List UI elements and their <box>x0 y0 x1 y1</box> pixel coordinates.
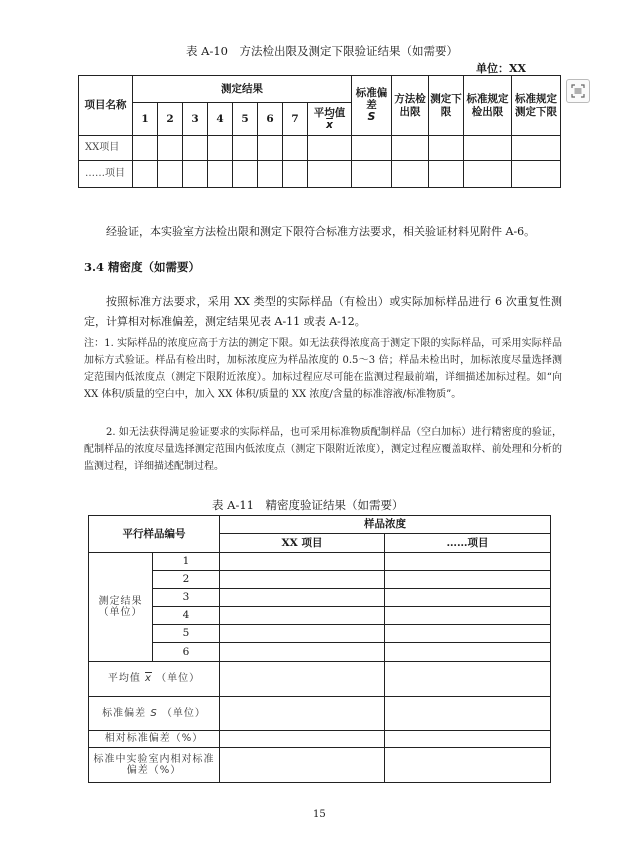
table-cell <box>392 161 429 188</box>
col-header-1: 1 <box>133 103 158 136</box>
sample-number: 1 <box>153 553 220 571</box>
table-cell <box>308 161 352 188</box>
table-cell <box>233 136 258 161</box>
page-number: 15 <box>313 809 326 820</box>
table-cell <box>283 161 308 188</box>
mean-symbol: $\overline{x}$ <box>326 119 333 131</box>
table-cell <box>385 697 551 731</box>
col-header-sample-no: 平行样品编号 <box>89 516 220 553</box>
table-a11 <box>88 515 551 783</box>
col-header-std-lq: 标准规定测定下限 <box>512 76 561 136</box>
sample-number: 5 <box>153 625 220 643</box>
table-cell <box>464 161 512 188</box>
table-cell <box>429 161 464 188</box>
table-cell <box>220 571 385 589</box>
col-header-lq: 测定下限 <box>429 76 464 136</box>
col-header-xx-item: XX 项目 <box>220 534 385 553</box>
table-cell <box>385 553 551 571</box>
table-cell <box>512 161 561 188</box>
table-cell <box>220 553 385 571</box>
table-cell <box>385 625 551 643</box>
table-cell <box>183 136 208 161</box>
note-1: 注：1. 实际样品的浓度应高于方法的测定下限。如无法获得浓度高于测定下限的实际样品，可采用实际样品加标方式验证。样品有检出时，加标浓度应为样品浓度的 0.5～3 倍；样品未检出时，加标浓度尽量选择测定范围内低浓度点（测定下限附近浓度）。加标过程应尽可能在监测过程最前端，详细描述加标过程。如“向 XX 体积/质量的空白中，加入 XX 体积/质量的 XX 浓度/含量的标准溶液/标准物质”。 <box>84 338 562 400</box>
col-header-concentration: 样品浓度 <box>220 516 551 534</box>
table-cell <box>385 748 551 783</box>
table-a10-unit: 单位：XX <box>476 62 527 75</box>
scan-icon[interactable] <box>566 79 590 103</box>
col-header-2: 2 <box>158 103 183 136</box>
table-cell <box>220 607 385 625</box>
std-symbol: S <box>367 110 376 124</box>
col-header-std <box>352 76 392 136</box>
col-header-other-item: ……项目 <box>385 534 551 553</box>
sample-number: 2 <box>153 571 220 589</box>
table-cell <box>208 136 233 161</box>
table-cell <box>208 161 233 188</box>
std-row-symbol: S <box>150 707 158 719</box>
table-cell <box>392 136 429 161</box>
table-cell <box>258 161 283 188</box>
std-label: 标准偏差 <box>355 87 388 112</box>
table-cell <box>133 161 158 188</box>
table-cell <box>385 571 551 589</box>
table-cell <box>352 136 392 161</box>
table-cell <box>283 136 308 161</box>
std-row-label <box>89 697 220 731</box>
col-header-std-mdl: 标准规定检出限 <box>464 76 512 136</box>
table-cell <box>385 731 551 748</box>
table-cell <box>464 136 512 161</box>
verification-paragraph: 经验证，本实验室方法检出限和测定下限符合标准方法要求，相关验证材料见附件 A-6。 <box>106 225 536 238</box>
mean-row-symbol: $\overline{x}$ <box>145 673 152 685</box>
mean-row-text: 平均值 <box>107 673 141 685</box>
table-cell <box>220 643 385 662</box>
rsd-row-label: 相对标准偏差（%） <box>89 731 220 748</box>
table-cell <box>158 136 183 161</box>
std-row-text: 标准偏差 <box>102 707 147 719</box>
table-cell <box>385 589 551 607</box>
result-label-text: 测定结果 <box>98 595 143 607</box>
table-cell <box>220 748 385 783</box>
scan-icon-glyph <box>571 84 585 98</box>
col-header-mdl: 方法检出限 <box>392 76 429 136</box>
col-header-4: 4 <box>208 103 233 136</box>
col-header-7: 7 <box>283 103 308 136</box>
col-header-3: 3 <box>183 103 208 136</box>
table-cell <box>220 589 385 607</box>
mean-row-label <box>89 662 220 697</box>
table-cell <box>183 161 208 188</box>
result-label-unit: （单位） <box>98 607 143 618</box>
sample-number: 4 <box>153 607 220 625</box>
std-row-unit: （单位） <box>161 707 206 719</box>
col-header-item: 项目名称 <box>79 76 133 136</box>
table-cell <box>385 643 551 662</box>
table-row-label: XX项目 <box>79 136 133 161</box>
table-cell <box>220 625 385 643</box>
table-cell <box>220 731 385 748</box>
std-rsd-row-label: 标准中实验室内相对标准偏差（%） <box>89 748 220 783</box>
table-cell <box>429 136 464 161</box>
col-header-results: 测定结果 <box>133 76 352 103</box>
table-cell <box>385 607 551 625</box>
table-cell <box>385 662 551 697</box>
mean-row-unit: （单位） <box>156 673 201 685</box>
sample-number: 3 <box>153 589 220 607</box>
table-a11-caption: 表 A-11 精密度验证结果（如需要） <box>212 498 404 512</box>
table-a10-caption: 表 A-10 方法检出限及测定下限验证结果（如需要） <box>186 44 458 58</box>
table-cell <box>220 662 385 697</box>
section-heading: 3.4 精密度（如需要） <box>84 260 201 274</box>
table-row-label: ……项目 <box>79 161 133 188</box>
table-cell <box>233 161 258 188</box>
col-header-6: 6 <box>258 103 283 136</box>
mean-label: 平均值 <box>313 106 346 119</box>
col-header-5: 5 <box>233 103 258 136</box>
table-cell <box>258 136 283 161</box>
note-2: 2. 如无法获得满足验证要求的实际样品，也可采用标准物质配制样品（空白加标）进行精密度的验证，配制样品的浓度尽量选择测定范围内低浓度点（测定下限附近浓度），测定过程应覆盖取样、前处理和分析的监测过程，详细描述配制过程。 <box>84 427 562 472</box>
sample-number: 6 <box>153 643 220 662</box>
precision-paragraph: 按照标准方法要求，采用 XX 类型的实际样品（有检出）或实际加标样品进行 6 次重复性测定，计算相对标准偏差，测定结果见表 A-11 或表 A-12。 <box>84 295 562 328</box>
table-cell <box>133 136 158 161</box>
table-cell <box>352 161 392 188</box>
result-label <box>89 553 153 662</box>
table-cell <box>308 136 352 161</box>
col-header-mean <box>308 103 352 136</box>
table-cell <box>512 136 561 161</box>
table-cell <box>220 697 385 731</box>
table-a10 <box>78 75 561 188</box>
table-cell <box>158 161 183 188</box>
